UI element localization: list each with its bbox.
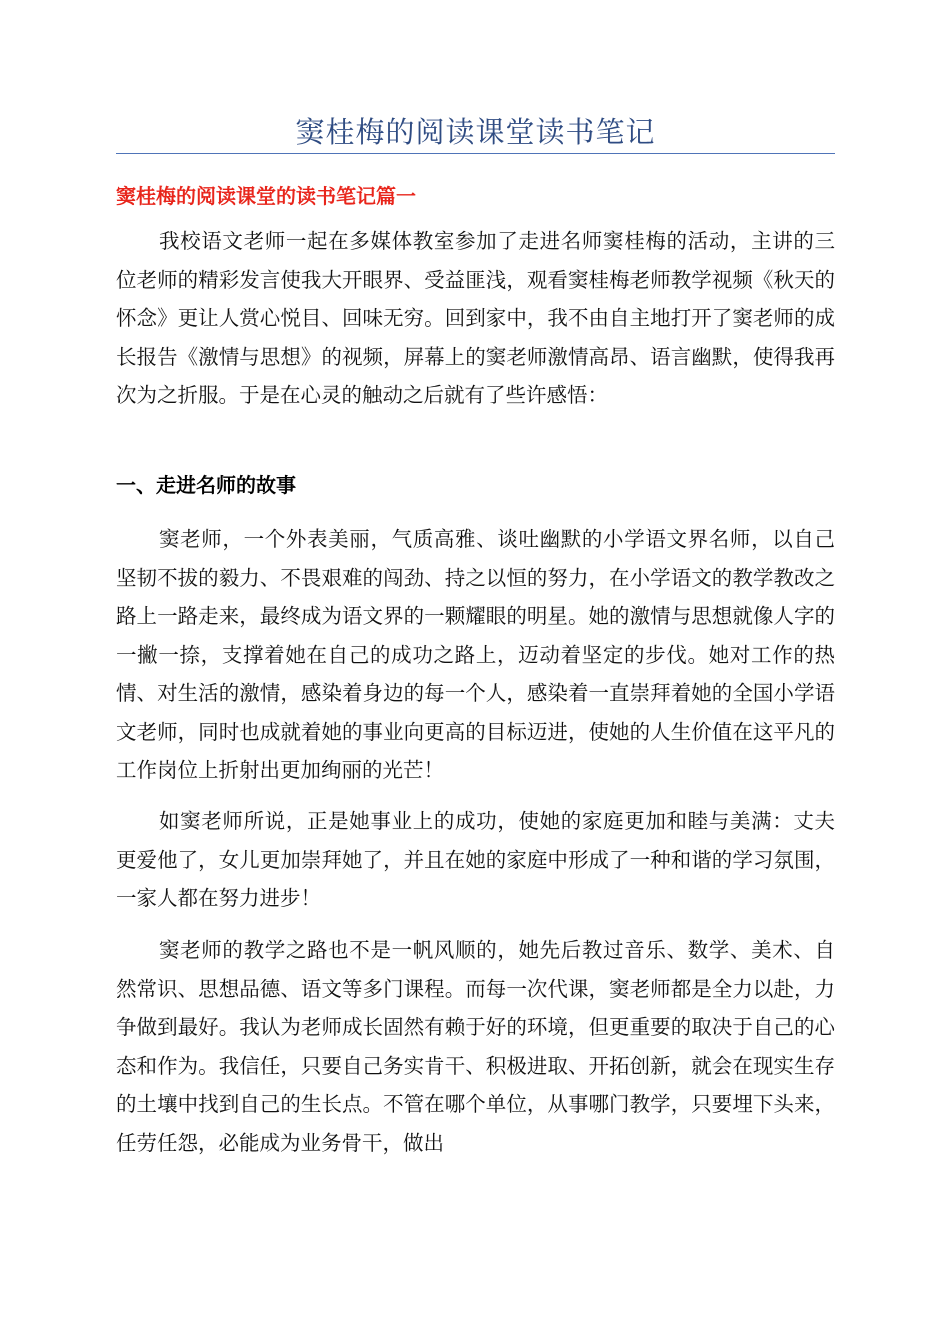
document-title: 窦桂梅的阅读课堂读书笔记 xyxy=(295,115,656,149)
paragraph-story: 窦老师，一个外表美丽，气质高雅、谈吐幽默的小学语文界名师，以自己坚韧不拔的毅力、不畏艰难的闯劲、持之以恒的努力，在小学语文的教学教改之路上一路走来，最终成为语文界的一颗耀眼的明星。她的激情与思想就像人字的一撇一捺，支撑着她在自己的成功之路上，迈动着坚定的步伐。她对工作的热情、对生活的激情，感染着身边的每一个人，感染着一直崇拜着她的全国小学语文老师，同时也成就着她的事业向更高的目标迈进，使她的人生价值在这平凡的工作岗位上折射出更加绚丽的光芒！ xyxy=(116,527,835,782)
paragraph-teaching-path: 窦老师的教学之路也不是一帆风顺的，她先后教过音乐、数学、美术、自然常识、思想品德、语文等多门课程。而每一次代课，窦老师都是全力以赴，力争做到最好。我认为老师成长固然有赖于好的环境，但更重要的取决于自己的心态和作为。我信任，只要自己务实肯干、积极进取、开拓创新，就会在现实生存的土壤中找到自己的生长点。不管在哪个单位，从事哪门教学，只要埋下头来，任劳任怨，必能成为业务骨干，做出 xyxy=(116,938,835,1155)
section-heading: 窦桂梅的阅读课堂的读书笔记篇一 xyxy=(116,184,416,208)
title-underline xyxy=(116,153,835,154)
paragraph-intro: 我校语文老师一起在多媒体教室参加了走进名师窦桂梅的活动，主讲的三位老师的精彩发言使我大开眼界、受益匪浅，观看窦桂梅老师教学视频《秋天的怀念》更让人赏心悦目、回味无穷。回到家中，我不由自主地打开了窦老师的成长报告《激情与思想》的视频，屏幕上的窦老师激情高昂、语言幽默，使得我再次为之折服。于是在心灵的触动之后就有了些许感悟： xyxy=(116,229,835,407)
sub-heading: 一、走进名师的故事 xyxy=(116,473,296,497)
paragraph-family: 如窦老师所说，正是她事业上的成功，使她的家庭更加和睦与美满：丈夫更爱他了，女儿更加崇拜她了，并且在她的家庭中形成了一种和谐的学习氛围，一家人都在努力进步！ xyxy=(116,809,835,910)
